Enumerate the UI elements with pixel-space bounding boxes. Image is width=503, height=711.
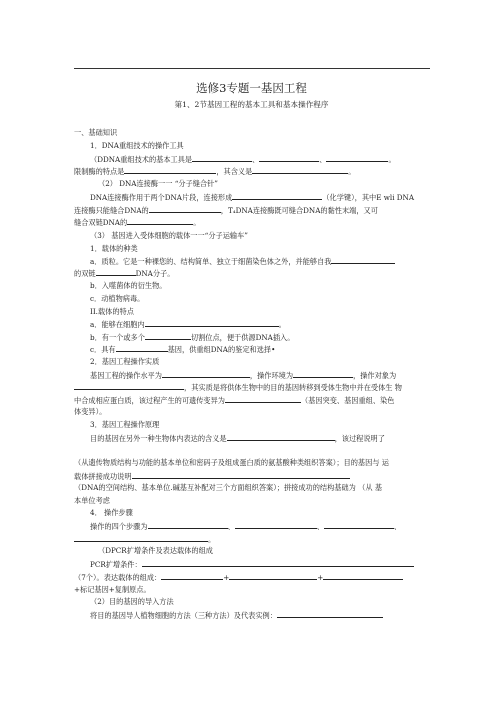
text-line <box>90 319 286 329</box>
text-line <box>98 546 213 555</box>
fill-in-blank <box>96 268 136 276</box>
text-line <box>90 357 159 366</box>
text-segment: （从遗传物质结构与功能的基本单位和密码子及组成蛋白质的氨基酸种类组织答案）；目的基因与 运 <box>74 458 389 467</box>
text-segment: 。 <box>278 320 286 329</box>
text-segment: 的双链 <box>74 269 96 278</box>
fill-in-blank <box>74 534 208 542</box>
text-line <box>90 307 134 316</box>
fill-in-blank <box>323 572 403 580</box>
text-segment: b．入噬菌体的衍生物。 <box>90 281 167 290</box>
text-segment: 、 <box>252 155 260 164</box>
fill-in-blank <box>149 205 221 213</box>
fill-in-blank <box>132 471 350 479</box>
text-line <box>90 256 395 266</box>
text-segment: 2．基因工程操作实质 <box>90 357 160 366</box>
text-segment: PCR扩增条件： <box>90 560 142 569</box>
text-line <box>74 166 355 176</box>
text-segment: 缝合双链DNA的 <box>74 218 128 227</box>
fill-in-blank <box>232 192 322 200</box>
fill-in-blank <box>145 319 279 327</box>
text-line <box>74 585 151 594</box>
text-segment: 3．基因工程操作原理 <box>90 420 160 429</box>
fill-in-blank <box>277 610 383 618</box>
fill-in-blank <box>331 256 395 264</box>
text-line <box>74 458 389 467</box>
text-segment: c．具有 <box>90 345 116 354</box>
fill-in-blank <box>116 344 168 352</box>
text-segment: （化学键），其中E wli DNA <box>322 193 415 202</box>
text-segment: （2） DNA连接酶一一 “分子缝合针” <box>98 179 218 188</box>
fill-in-blank <box>74 382 184 390</box>
text-segment: 。 <box>348 167 356 176</box>
text-line <box>90 154 396 164</box>
text-line <box>90 559 414 569</box>
text-segment: 基因工程的操作水平为 <box>90 371 162 380</box>
text-segment: II.载体的特点 <box>90 307 134 316</box>
text-line <box>90 332 294 342</box>
page-title: 选修3专题一基因工程 <box>196 81 307 95</box>
text-segment: DNA分子。 <box>135 269 175 278</box>
text-line <box>90 610 383 620</box>
text-segment: ，操作环境为 <box>249 371 294 380</box>
text-line <box>90 370 396 380</box>
text-segment: 连接酶只能缝合DNA的 <box>74 206 149 215</box>
text-segment: ，T₄DNA连接酶既可缝合DNA的黏性末端，又可 <box>220 206 378 215</box>
text-line <box>74 268 174 278</box>
text-segment: 、 <box>393 522 402 531</box>
text-segment: （DPCR扩增条件及表达载体的组成 <box>98 546 213 555</box>
text-line <box>90 192 414 202</box>
text-segment: 1．DNA重组技术的操作工具 <box>90 141 184 150</box>
fill-in-blank <box>145 332 191 340</box>
text-line <box>90 420 159 429</box>
text-segment: 体变异）。 <box>74 407 107 416</box>
text-line <box>74 483 382 492</box>
text-segment: 一、基础知识 <box>74 128 118 137</box>
fill-in-blank <box>227 433 335 441</box>
text-line <box>74 572 403 582</box>
text-segment: 操作的四个步骤为 <box>90 522 148 531</box>
text-line <box>90 141 184 150</box>
text-line <box>90 294 144 303</box>
text-line <box>90 508 133 517</box>
text-segment: c．动植物病毒。 <box>90 294 145 303</box>
text-line <box>74 407 106 416</box>
page-subtitle: 第1、2节基因工程的基本工具和基本操作程序 <box>174 100 329 109</box>
fill-in-blank <box>127 217 193 225</box>
text-segment: （2）目的基因的导入方法 <box>90 597 174 606</box>
text-segment: （7个）。表达载体的组成： <box>74 573 162 582</box>
fill-in-blank <box>324 521 394 529</box>
text-segment: 将目的基因导人植物细胞的方法（三种方法）及代表实例： <box>90 611 277 620</box>
text-segment: 、 <box>319 155 327 164</box>
fill-in-blank <box>192 154 252 162</box>
text-line <box>90 433 385 443</box>
fill-in-blank <box>225 395 301 403</box>
text-segment: ，其实质是将供体生物中的目的基因转移到受体生物中并在受体生 物 <box>184 383 402 392</box>
text-segment: +标记基因+复制原点。 <box>74 585 151 594</box>
text-segment: a．质粒。它是一种裸您的、结构简单、独立于细菌染色体之外，并能够自我 <box>90 257 332 266</box>
text-line <box>74 217 200 227</box>
text-line <box>74 471 350 481</box>
top-rule <box>74 68 430 69</box>
text-segment: ，该过程说明了 <box>334 434 385 443</box>
text-line <box>90 344 275 354</box>
text-segment: 。 <box>208 535 216 544</box>
fill-in-blank <box>161 572 223 580</box>
text-segment: + <box>317 573 324 582</box>
fill-in-blank <box>142 559 414 567</box>
text-line <box>74 128 117 137</box>
text-line <box>74 496 110 505</box>
text-segment: 。 <box>193 218 201 227</box>
text-segment: （DNA的空间结构、基本单位.碱基互补配对三个方面组织答案）；拼接成功的结构基础为 （从 基 <box>74 483 383 492</box>
text-segment: 切割位点，便于供源DNA插入。 <box>190 333 295 342</box>
text-line <box>74 205 378 215</box>
text-line <box>90 244 138 253</box>
text-segment: 限制酶的特点是 <box>74 167 125 176</box>
text-segment: ，其含义是 <box>216 167 253 176</box>
fill-in-blank <box>124 166 216 174</box>
fill-in-blank <box>148 521 228 529</box>
text-segment: 基因，供重组DNA的鉴定和选择• <box>167 345 276 354</box>
text-segment: （基因突变、基因重组、染色 <box>300 396 395 405</box>
text-segment: DNA连接酶作用于两个DNA片段，连接形成 <box>90 193 233 202</box>
fill-in-blank <box>293 370 353 378</box>
text-line <box>90 231 248 240</box>
text-segment: b．有一个或多个 <box>90 333 145 342</box>
text-segment: （3） 基因进入受体细胞的载体一一“分子运输车” <box>90 231 248 240</box>
text-segment: 目的基因在另外一种生物体内表达的含义是 <box>90 434 227 443</box>
fill-in-blank <box>259 154 319 162</box>
text-line <box>90 521 401 531</box>
text-line <box>74 395 394 405</box>
text-segment: 1．载体的种类 <box>90 244 138 253</box>
fill-in-blank <box>252 166 348 174</box>
text-line <box>90 597 174 606</box>
text-segment: （DDNA重组技术的基本工具是 <box>90 155 193 164</box>
text-segment: 中合成相应蛋白质，该过程产生的可遗传变异为 <box>74 396 225 405</box>
fill-in-blank <box>162 370 250 378</box>
text-segment: 、 <box>316 522 324 531</box>
text-line <box>98 179 218 188</box>
text-segment: ，操作对象为 <box>353 371 397 380</box>
fill-in-blank <box>229 572 317 580</box>
text-segment: 、 <box>227 522 235 531</box>
text-segment: + <box>223 573 230 582</box>
text-line <box>90 281 166 290</box>
fill-in-blank <box>235 521 317 529</box>
text-line <box>74 382 402 392</box>
fill-in-blank <box>326 154 388 162</box>
text-line <box>74 534 215 544</box>
text-segment: 本单位考虑 <box>74 496 110 505</box>
text-segment: 载体拼接成功说明 <box>74 472 132 481</box>
text-segment: a．能够在细胞内 <box>90 320 145 329</box>
text-segment: 。 <box>388 155 396 164</box>
text-segment: 4． 操作步骤 <box>90 508 133 517</box>
